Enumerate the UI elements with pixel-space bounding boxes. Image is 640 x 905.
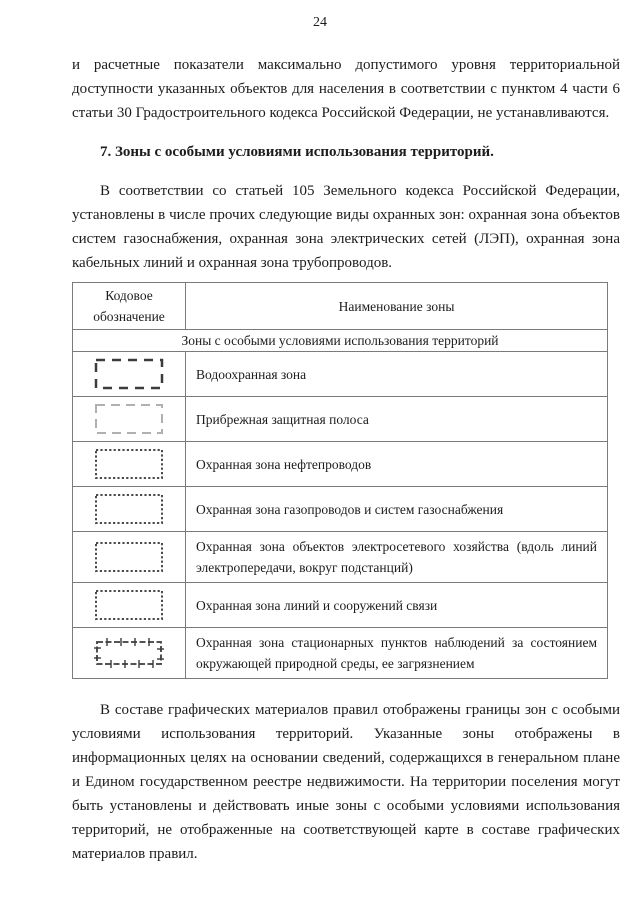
paragraph-graphics-note: В составе графических материалов правил отображены границы зон с особыми условиями использования территорий. Указанные зоны отображены в информационных целях на основании сведений, содержащихся в генеральном плане и Едином государственном реестре недвижимости. На территории поселения могут быть установлены и действовать иные зоны с особыми условиями использования территорий, не отображенные на соответствующей карте в составе графических материалов правил. [72,702,620,862]
column-header-code: Кодовое обозначение [73,283,186,330]
zone-symbol-cell [73,583,186,628]
column-header-name: Наименование зоны [186,283,608,330]
zone-name: Охранная зона нефтепроводов [186,442,608,487]
table-section-row [73,330,608,352]
table-row [73,532,608,583]
table-row [73,583,608,628]
legend-swatch-dotted [93,539,165,575]
table-row [73,397,608,442]
zone-symbol-cell [73,397,186,442]
zones-table [72,282,608,679]
paragraph-accessibility-note: и расчетные показатели максимально допустимого уровня территориальной доступности указанных объектов для населения в соответствии с пунктом 4 части 6 статьи 30 Градостроительного кодекса Российской Федерации, не устанавливаются. [72,57,620,121]
legend-swatch-ticked [93,635,165,671]
zone-name: Охранная зона стационарных пунктов наблюдений за состоянием окружающей природной среды, ее загрязнением [186,628,608,679]
legend-swatch-dashed-light [93,401,165,437]
page-number: 24 [313,15,327,30]
section-heading: 7. Зоны с особыми условиями использования территорий. [100,144,494,160]
table-section-header: Зоны с особыми условиями использования территорий [73,330,608,352]
table-header-row [73,283,608,330]
zone-symbol-cell [73,352,186,397]
zone-name: Охранная зона линий и сооружений связи [186,583,608,628]
zone-name: Водоохранная зона [186,352,608,397]
paragraph-zone-types: В соответствии со статьей 105 Земельного кодекса Российской Федерации, установлены в числе прочих следующие виды охранных зон: охранная зона объектов систем газоснабжения, охранная зона электрических сетей (ЛЭП), охранная зона кабельных линий и охранная зона трубопроводов. [72,183,620,271]
table-row [73,487,608,532]
zone-symbol-cell [73,628,186,679]
table-row [73,442,608,487]
zones-table-body [73,352,608,679]
table-row [73,628,608,679]
zone-name: Охранная зона газопроводов и систем газоснабжения [186,487,608,532]
table-row [73,352,608,397]
zone-name: Охранная зона объектов электросетевого хозяйства (вдоль линий электропередачи, вокруг подстанций) [186,532,608,583]
legend-swatch-dotted [93,587,165,623]
legend-swatch-dotted [93,491,165,527]
zones-table-head [73,283,608,352]
zone-symbol-cell [73,487,186,532]
zone-name: Прибрежная защитная полоса [186,397,608,442]
legend-swatch-dotted [93,446,165,482]
zone-symbol-cell [73,532,186,583]
zone-symbol-cell [73,442,186,487]
legend-swatch-dashed-dark [93,356,165,392]
